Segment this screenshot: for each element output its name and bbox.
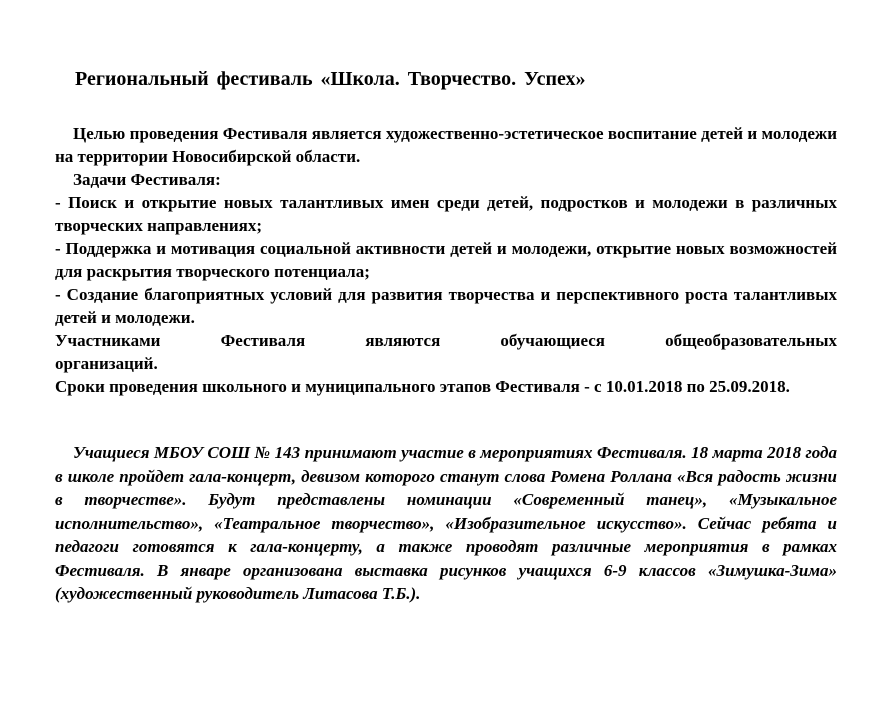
school-paragraph: Учащиеся МБОУ СОШ № 143 принимают участие в мероприятиях Фестиваля. 18 марта 2018 года в школе пройдет гала-концерт, девизом которого станут слова Ромена Роллана «Вся радость жизни в творчестве». Будут представлены номинации «Современный танец», «Музыкальное исполнительство», «Театральное творчество», «Изобразительное искусство». Сейчас ребята и педагоги готовятся к гала-концерту, а также проводят различные мероприятия в рамках Фестиваля. В январе организована выставка рисунков учащихся 6-9 классов «Зимушка-Зима» (художественный руководитель Литасова Т.Б.). (55, 443, 837, 603)
task-item-1: - Поиск и открытие новых талантливых имен среди детей, подростков и молодежи в различных творческих направлениях; (55, 193, 837, 235)
purpose-paragraph: Целью проведения Фестиваля является художественно-эстетическое воспитание детей и молодежи на территории Новосибирской области. (55, 124, 837, 166)
dates-paragraph: Сроки проведения школьного и муниципального этапов Фестиваля - с 10.01.2018 по 25.09.2018. (55, 377, 790, 396)
task-item-2: - Поддержка и мотивация социальной активности детей и молодежи, открытие новых возможностей для раскрытия творческого потенциала; (55, 239, 837, 281)
task-item-3: - Создание благоприятных условий для развития творчества и перспективного роста талантливых детей и молодежи. (55, 285, 837, 327)
participants-line-2: организаций. (55, 354, 158, 373)
participants-line-1: Участниками Фестиваля являются обучающиеся общеобразовательных (55, 331, 837, 350)
page-title: Региональный фестиваль «Школа. Творчество. Успех» (75, 68, 586, 90)
festival-info (55, 122, 837, 398)
tasks-heading: Задачи Фестиваля: (73, 170, 221, 189)
